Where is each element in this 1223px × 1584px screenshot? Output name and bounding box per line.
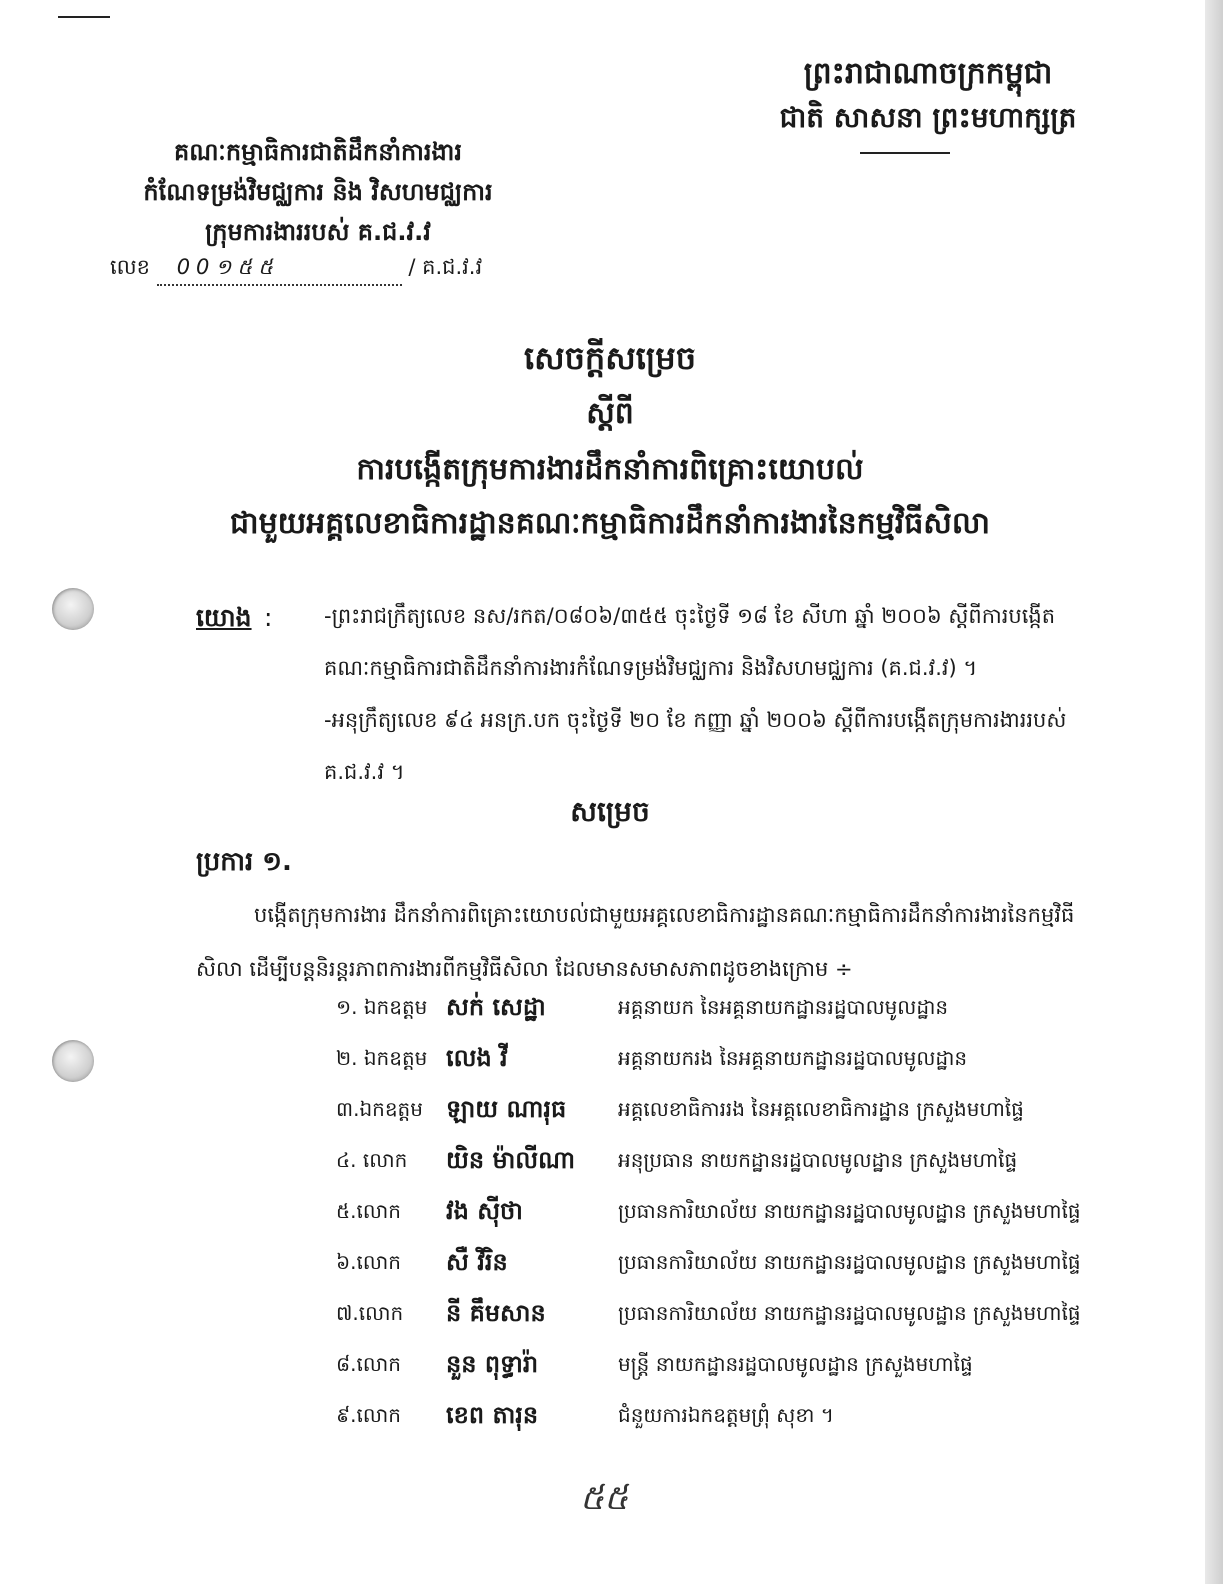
- punch-hole: [52, 1040, 94, 1082]
- punch-hole: [52, 588, 94, 630]
- member-position: ប្រធានការិយាល័យ នាយកដ្ឋានរដ្ឋបាលមូលដ្ឋាន ក្រសួងមហាផ្ទៃ: [618, 1199, 1081, 1223]
- article-text: បង្កើតក្រុមការងារ ដឹកនាំការពិគ្រោះយោបល់ជាមួយអគ្គលេខាធិការដ្ឋានគណៈកម្មាធិការដឹកនាំការងារនៃកម្មវិធីសិលា ដើម្បីបន្តនិរន្តរភាពការងារពីកម្មវិធីសិលា ដែលមានសមាសភាពដូចខាងក្រោម ÷: [196, 903, 1075, 981]
- basis-colon: :: [264, 603, 273, 632]
- handwritten-page-number: ៥៥: [580, 1478, 629, 1518]
- ref-label: លេខ: [110, 255, 150, 279]
- basis-label: យោង: [196, 603, 252, 632]
- member-name: សឺ វិរិន: [446, 1248, 508, 1276]
- member-position: ជំនួយការឯកឧត្តមព្រុំ សុខា ។: [618, 1403, 834, 1427]
- member-position: អគ្គនាយក នៃអគ្គនាយកដ្ឋានរដ្ឋបាលមូលដ្ឋាន: [618, 995, 949, 1019]
- member-position: ប្រធានការិយាល័យ នាយកដ្ឋានរដ្ឋបាលមូលដ្ឋាន ក្រសួងមហាផ្ទៃ: [618, 1301, 1081, 1325]
- document-subject-label: ស្តីពី: [586, 396, 634, 431]
- member-index: ៩.លោក: [336, 1403, 401, 1427]
- org-line-3: ក្រុមការងាររបស់ គ.ជ.វ.វ: [205, 218, 431, 246]
- member-name: លេង វី: [446, 1044, 508, 1072]
- article-title: ប្រការ ១.: [196, 847, 292, 877]
- legal-basis: [324, 590, 1084, 798]
- member-index: ៣.ឯកឧត្តម: [336, 1097, 423, 1121]
- ref-number: 00១៥៥: [157, 250, 402, 286]
- kingdom-header: [738, 52, 1118, 140]
- corner-pen-mark: [58, 16, 110, 18]
- member-name: ឡាយ ណារុធ: [446, 1095, 567, 1123]
- member-index: ៧.លោក: [336, 1301, 404, 1325]
- member-name: យិន ម៉ាលីណា: [446, 1146, 576, 1174]
- member-index: ១. ឯកឧត្តម: [336, 995, 428, 1019]
- page-edge-shadow: [1205, 0, 1223, 1584]
- org-line-2: កំណែទម្រង់វិមជ្ឈការ និង វិសហមជ្ឈការ: [143, 178, 493, 206]
- member-name: វង ស៊ីថា: [446, 1197, 523, 1225]
- document-title: សេចក្តីសម្រេច: [523, 339, 697, 377]
- member-position: ប្រធានការិយាល័យ នាយកដ្ឋានរដ្ឋបាលមូលដ្ឋាន ក្រសួងមហាផ្ទៃ: [618, 1250, 1081, 1274]
- member-name: សក់ សេដ្ឋា: [446, 993, 546, 1021]
- member-index: ៤. លោក: [336, 1148, 408, 1172]
- basis-item: -ព្រះរាជក្រឹត្យលេខ នស/រកត/០៨០៦/៣៥៥ ចុះថ្ងៃទី ១៨ ខែ សីហា ឆ្នាំ ២០០៦ ស្តីពីការបង្កើតគណៈកម្មាធិការជាតិដឹកនាំការងារកំណែទម្រង់វិមជ្ឈការ និងវិសហមជ្ឈការ (គ.ជ.វ.វ) ។: [324, 604, 1056, 680]
- ref-suffix: / គ.ជ.វ.វ: [408, 255, 483, 279]
- member-index: ៥.លោក: [336, 1199, 401, 1223]
- member-name: ខេព តារុន: [446, 1401, 539, 1429]
- member-index: ៨.លោក: [336, 1352, 401, 1376]
- member-position: អគ្គនាយករង នៃអគ្គនាយកដ្ឋានរដ្ឋបាលមូលដ្ឋាន: [618, 1046, 968, 1070]
- member-position: អគ្គលេខាធិការរង នៃអគ្គលេខាធិការដ្ឋាន ក្រសួងមហាផ្ទៃ: [618, 1097, 1024, 1121]
- reference-number: [110, 250, 482, 286]
- member-position: អនុប្រធាន នាយកដ្ឋានរដ្ឋបាលមូលដ្ឋាន ក្រសួងមហាផ្ទៃ: [618, 1148, 1018, 1172]
- org-line-1: គណៈកម្មាធិការជាតិដឹកនាំការងារ: [174, 138, 462, 166]
- member-name: នួន ពុទ្ធារ៉ា: [446, 1350, 539, 1378]
- member-index: ២. ឯកឧត្តម: [336, 1046, 428, 1070]
- document-subject-line-2: ជាមួយអគ្គលេខាធិការដ្ឋានគណៈកម្មាធិការដឹកនាំការងារនៃកម្មវិធីសិលា: [230, 506, 990, 541]
- member-name: នី គឹមសាន: [446, 1299, 546, 1327]
- document-subject-line-1: ការបង្កើតក្រុមការងារដឹកនាំការពិគ្រោះយោបល់: [356, 452, 864, 487]
- issuing-organization: [98, 132, 538, 252]
- member-position: មន្ត្រី នាយកដ្ឋានរដ្ឋបាលមូលដ្ឋាន ក្រសួងមហាផ្ទៃ: [618, 1352, 973, 1376]
- decision-heading: សម្រេច: [570, 795, 650, 828]
- national-motto: ជាតិ សាសនា ព្រះមហាក្សត្រ: [779, 101, 1077, 134]
- article-paragraph: [196, 888, 1106, 996]
- member-index: ៦.លោក: [336, 1250, 401, 1274]
- basis-item: -អនុក្រឹត្យលេខ ៩៤ អនក្រ.បក ចុះថ្ងៃទី ២០ ខែ កញ្ញា ឆ្នាំ ២០០៦ ស្តីពីការបង្កើតក្រុមការងាររបស់ គ.ជ.វ.វ ។: [324, 708, 1067, 784]
- kingdom-name: ព្រះរាជាណាចក្រកម្ពុជា: [803, 56, 1053, 91]
- motto-ornament: [860, 152, 950, 154]
